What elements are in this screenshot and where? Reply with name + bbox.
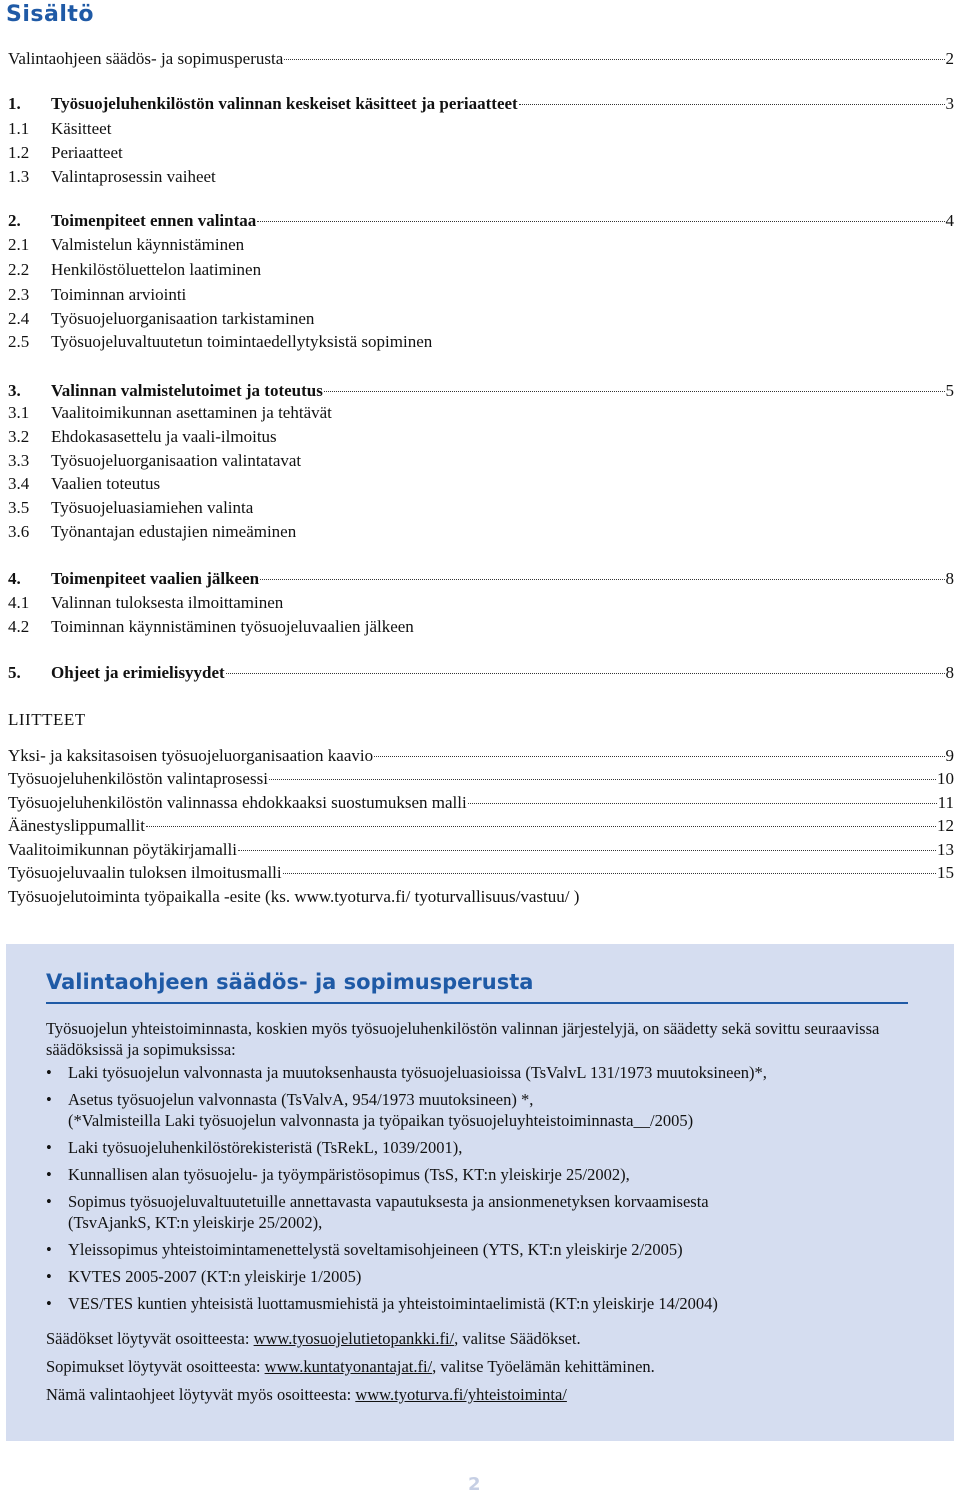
bullet-icon: •: [46, 1240, 52, 1259]
toc-page-number: 5: [945, 381, 954, 400]
bullet-icon: •: [46, 1063, 52, 1082]
bullet-icon: •: [46, 1165, 52, 1184]
appendix-page-number: 9: [945, 746, 954, 765]
title-underline: [46, 1002, 908, 1004]
note-text: Sopimukset löytyvät osoitteesta:: [46, 1357, 265, 1376]
list-item-text: Kunnallisen alan työsuojelu- ja työympäristösopimus (TsS, KT:n yleiskirje 25/2002),: [68, 1165, 630, 1184]
toc-subsection-title: Henkilöstöluettelon laatiminen: [51, 260, 262, 279]
toc-page-number: 8: [945, 569, 954, 588]
toc-subsection-title: Periaatteet: [51, 143, 123, 162]
toc-subsection-number: 2.5: [8, 332, 30, 351]
appendix-entry[interactable]: [8, 886, 954, 908]
toc-subsection[interactable]: [8, 616, 954, 638]
toc-subsection-title: Vaalitoimikunnan asettaminen ja tehtävät: [51, 403, 332, 422]
leader-dots: [238, 850, 936, 851]
appendix-page-number: 15: [937, 863, 954, 882]
toc-subsection-number: 2.4: [8, 309, 30, 328]
toc-section-title: Ohjeet ja erimielisyydet: [51, 663, 225, 682]
toc-section[interactable]: [8, 93, 954, 115]
toc-subsection-number: 1.3: [8, 167, 30, 186]
leader-dots: [146, 826, 936, 827]
appendix-entry[interactable]: [8, 815, 954, 837]
toc-subsection[interactable]: [8, 259, 954, 281]
note-text: Säädökset löytyvät osoitteesta:: [46, 1329, 254, 1348]
appendix-entry[interactable]: [8, 768, 954, 790]
toc-section-number: 2.: [8, 211, 21, 230]
list-item: [46, 1062, 926, 1083]
note-text: , valitse Säädökset.: [454, 1329, 581, 1348]
list-item: [46, 1137, 926, 1158]
legal-basis-box: [6, 944, 954, 1441]
appendix-entry[interactable]: [8, 839, 954, 861]
toc-subsection[interactable]: [8, 308, 954, 330]
toc-subsection-number: 2.2: [8, 260, 30, 279]
leader-dots: [324, 391, 945, 392]
leader-dots: [519, 104, 945, 105]
toc-section-title: Toimenpiteet ennen valintaa: [51, 211, 257, 230]
appendix-page-number: 12: [937, 816, 954, 835]
toc-subsection-title: Vaalien toteutus: [51, 474, 161, 493]
toc-subsection-number: 1.2: [8, 143, 30, 162]
toc-section-number: 1.: [8, 94, 21, 113]
toc-title: Sisältö: [6, 2, 94, 27]
agreements-link[interactable]: www.kuntatyonantajat.fi/: [264, 1357, 433, 1376]
appendix-entry[interactable]: [8, 745, 954, 767]
toc-subsection-title: Toiminnan arviointi: [51, 285, 187, 304]
toc-section-title: Työsuojeluhenkilöstön valinnan keskeiset käsitteet ja periaatteet: [51, 94, 518, 113]
toc-subsection-title: Valinnan tuloksesta ilmoittaminen: [51, 593, 284, 612]
list-item: [46, 1266, 926, 1287]
leader-dots: [269, 779, 936, 780]
legal-basis-intro: Työsuojelun yhteistoiminnasta, koskien myös työsuojeluhenkilöstön valinnan järjestelyjä, on säädetty sekä sovittu seuraavissa säädöksissä ja sopimuksissa:: [46, 1019, 880, 1059]
toc-subsection-number: 4.1: [8, 593, 30, 612]
toc-subsection-title: Valmistelun käynnistäminen: [51, 235, 245, 254]
toc-subsection-number: 3.1: [8, 403, 30, 422]
list-item: [46, 1293, 926, 1314]
toc-section[interactable]: [8, 210, 954, 232]
toc-section[interactable]: [8, 380, 954, 402]
bullet-icon: •: [46, 1090, 52, 1109]
toc-subsection-title: Työsuojeluorganisaation valintatavat: [51, 451, 302, 470]
toc-subsection-title: Käsitteet: [51, 119, 112, 138]
leader-dots: [283, 873, 936, 874]
legal-basis-title: Valintaohjeen säädös- ja sopimusperusta: [46, 970, 534, 994]
toc-subsection-number: 3.3: [8, 451, 30, 470]
appendix-title: Työsuojeluhenkilöstön valinnassa ehdokkaaksi suostumuksen malli: [8, 793, 467, 812]
toc-subsection[interactable]: [8, 234, 954, 256]
appendix-title: Työsuojeluhenkilöstön valintaprosessi: [8, 769, 268, 788]
toc-section-title: Valinnan valmistelutoimet ja toteutus: [51, 381, 323, 400]
leader-dots: [284, 59, 944, 60]
toc-subsection[interactable]: [8, 402, 954, 424]
list-item-text: VES/TES kuntien yhteisistä luottamusmiehistä ja yhteistoimintaelimistä (KT:n yleiskirje 14/2004): [68, 1294, 718, 1313]
appendix-page-number: 13: [937, 840, 954, 859]
toc-subsection[interactable]: [8, 497, 954, 519]
appendix-title: Työsuojelutoiminta työpaikalla -esite (ks. www.tyoturva.fi/ tyoturvallisuus/vastuu/ ): [8, 887, 580, 906]
bullet-icon: •: [46, 1192, 52, 1211]
list-item: [46, 1089, 926, 1131]
toc-page-number: 8: [945, 663, 954, 682]
appendix-title: Äänestyslippumallit: [8, 816, 145, 835]
appendix-title: Yksi- ja kaksitasoisen työsuojeluorganisaation kaavio: [8, 746, 374, 765]
source-notes: [46, 1328, 926, 1412]
toc-subsection-title: Toiminnan käynnistäminen työsuojeluvaalien jälkeen: [51, 617, 414, 636]
toc-subsection-title: Työsuojeluorganisaation tarkistaminen: [51, 309, 315, 328]
note-text: , valitse Työelämän kehittäminen.: [432, 1357, 655, 1376]
list-item-text: Sopimus työsuojeluvaltuutetuille annettavasta vapautuksesta ja ansionmenetyksen korvaamisesta: [68, 1192, 709, 1211]
list-item-text: Asetus työsuojelun valvonnasta (TsValvA, 954/1973 muutoksineen) *,: [68, 1090, 534, 1109]
toc-subsection[interactable]: [8, 118, 954, 140]
leader-dots: [468, 803, 937, 804]
list-item-text: Yleissopimus yhteistoimintamenettelystä soveltamisohjeineen (YTS, KT:n yleiskirje 2/2005): [68, 1240, 683, 1259]
toc-section-number: 5.: [8, 663, 21, 682]
toc-page-number: 4: [945, 211, 954, 230]
appendix-heading: LIITTEET: [8, 710, 86, 729]
leader-dots: [257, 221, 944, 222]
toc-subsection-title: Työnantajan edustajien nimeäminen: [51, 522, 297, 541]
page-number: 2: [468, 1474, 481, 1495]
note-text: Nämä valintaohjeet löytyvät myös osoitteesta:: [46, 1385, 356, 1404]
appendix-page-number: 10: [937, 769, 954, 788]
bullet-icon: •: [46, 1294, 52, 1313]
source-note: [46, 1328, 926, 1349]
toc-subsection-title: Valintaprosessin vaiheet: [51, 167, 216, 186]
list-item-text-continued: (TsvAjankS, KT:n yleiskirje 25/2002),: [68, 1213, 323, 1232]
list-item-text: Laki työsuojeluhenkilöstörekisteristä (TsRekL, 1039/2001),: [68, 1138, 463, 1157]
appendix-title: Vaalitoimikunnan pöytäkirjamalli: [8, 840, 237, 859]
toc-entry[interactable]: [8, 48, 954, 70]
list-item-text: Laki työsuojelun valvonnasta ja muutoksenhausta työsuojeluasioissa (TsValvL 131/1973 muutoksineen)*,: [68, 1063, 767, 1082]
toc-section-title: Toimenpiteet vaalien jälkeen: [51, 569, 260, 588]
leader-dots: [226, 673, 945, 674]
toc-subsection[interactable]: [8, 592, 954, 614]
source-note: [46, 1384, 926, 1405]
toc-page-number: 3: [945, 94, 954, 113]
leader-dots: [374, 756, 944, 757]
regulation-list: [46, 1062, 926, 1320]
toc-section[interactable]: [8, 568, 954, 590]
appendix-entry[interactable]: [8, 792, 954, 814]
toc-section-number: 3.: [8, 381, 21, 400]
appendix-title: Työsuojeluvaalin tuloksen ilmoitusmalli: [8, 863, 282, 882]
toc-entry-text: Valintaohjeen säädös- ja sopimusperusta: [8, 49, 284, 68]
bullet-icon: •: [46, 1138, 52, 1157]
toc-subsection-number: 2.3: [8, 285, 30, 304]
toc-subsection-title: Työsuojeluasiamiehen valinta: [51, 498, 254, 517]
bullet-icon: •: [46, 1267, 52, 1286]
toc-subsection-number: 4.2: [8, 617, 30, 636]
toc-subsection-number: 3.5: [8, 498, 30, 517]
appendix-page-number: 11: [937, 793, 954, 812]
toc-subsection[interactable]: [8, 284, 954, 306]
toc-subsection-number: 3.2: [8, 427, 30, 446]
toc-subsection[interactable]: [8, 142, 954, 164]
toc-subsection[interactable]: [8, 450, 954, 472]
toc-subsection-title: Työsuojeluvaltuutetun toimintaedellytyksistä sopiminen: [51, 332, 433, 351]
toc-subsection-number: 3.6: [8, 522, 30, 541]
guidelines-link[interactable]: www.tyoturva.fi/yhteistoiminta/: [355, 1385, 567, 1404]
toc-subsection[interactable]: [8, 166, 954, 188]
toc-subsection-number: 2.1: [8, 235, 30, 254]
list-item-text: KVTES 2005-2007 (KT:n yleiskirje 1/2005): [68, 1267, 362, 1286]
toc-page-number: 2: [945, 49, 954, 68]
toc-subsection[interactable]: [8, 521, 954, 543]
statutes-link[interactable]: www.tyosuojelutietopankki.fi/: [253, 1329, 455, 1348]
toc-section-number: 4.: [8, 569, 21, 588]
toc-subsection-number: 3.4: [8, 474, 30, 493]
list-item: [46, 1239, 926, 1260]
list-item: [46, 1191, 926, 1233]
leader-dots: [260, 579, 944, 580]
list-item-note: (*Valmisteilla Laki työsuojelun valvonnasta ja työpaikan työsuojeluyhteistoiminnasta__/2005): [68, 1111, 694, 1130]
toc-subsection[interactable]: [8, 331, 954, 353]
source-note: [46, 1356, 926, 1377]
toc-subsection[interactable]: [8, 426, 954, 448]
toc-section[interactable]: [8, 662, 954, 684]
appendix-entry[interactable]: [8, 862, 954, 884]
toc-subsection-number: 1.1: [8, 119, 30, 138]
toc-subsection-title: Ehdokasasettelu ja vaali-ilmoitus: [51, 427, 277, 446]
toc-subsection[interactable]: [8, 473, 954, 495]
list-item: [46, 1164, 926, 1185]
